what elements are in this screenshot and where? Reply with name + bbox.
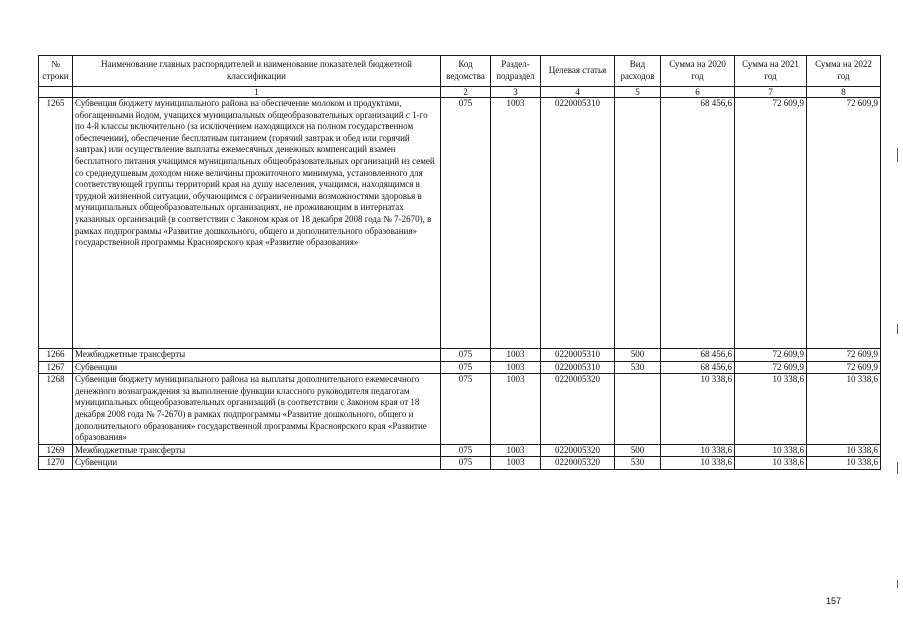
row-target-item: 0220005320 — [541, 374, 615, 445]
column-number: 7 — [735, 87, 807, 98]
column-numbers-row — [39, 87, 881, 98]
row-section: 1003 — [491, 374, 541, 445]
row-section: 1003 — [491, 444, 541, 457]
row-expense-type — [615, 374, 661, 445]
row-expense-type: 530 — [615, 361, 661, 374]
row-dept-code: 075 — [441, 361, 491, 374]
scan-edge-mark — [897, 580, 898, 588]
row-name: Межбюджетные трансферты — [73, 349, 441, 362]
row-sum-2020: 10 338,6 — [661, 374, 735, 445]
row-section: 1003 — [491, 457, 541, 470]
row-target-item: 0220005310 — [541, 349, 615, 362]
row-section: 1003 — [491, 349, 541, 362]
table-row — [39, 98, 881, 349]
row-sum-2021: 10 338,6 — [735, 444, 807, 457]
table-row — [39, 457, 881, 470]
header-row-number: № строки — [39, 56, 73, 87]
row-expense-type: 500 — [615, 444, 661, 457]
row-sum-2022: 10 338,6 — [807, 457, 881, 470]
row-number: 1268 — [39, 374, 73, 445]
row-name: Субвенция бюджету муниципального района на обеспечение молоком и продуктами, обогащенными йодом, учащихся муниципальных общеобразовательных организаций с 1-го по 4-й классы включительно (за исключением находящихся на полном государственном обеспечении), обеспечение бесплатным питанием (горячий завтрак и обед или горячий завтрак) или осуществление выплаты ежемесячных денежных компенсаций взамен бесплатного питания учащимся муниципальных общеобразовательных организаций из семей со среднедушевым доходом ниже величины прожиточного минимума, установленного для соответствующей группы территорий края на душу населения, учащимся, находящимся в трудной жизненной ситуации, обучающимся с ограниченными возможностями здоровья в муниципальных общеобразовательных организациях, не проживающим в интернатах указанных организаций (в соответствии с Законом края от 18 декабря 2008 года № 7-2670), в рамках подпрограммы «Развитие дошкольного, общего и дополнительного образования» государственной программы Красноярского края «Развитие образования» — [73, 98, 441, 349]
row-sum-2022: 10 338,6 — [807, 374, 881, 445]
row-sum-2021: 72 609,9 — [735, 98, 807, 349]
row-sum-2022: 72 609,9 — [807, 349, 881, 362]
column-number: 6 — [661, 87, 735, 98]
column-number: 2 — [441, 87, 491, 98]
row-number: 1267 — [39, 361, 73, 374]
header-sum-2020: Сумма на 2020 год — [661, 56, 735, 87]
header-dept-code: Код ведомства — [441, 56, 491, 87]
scan-edge-mark — [897, 148, 898, 162]
column-number — [39, 87, 73, 98]
scan-edge-mark — [897, 324, 898, 334]
page-number: 157 — [826, 596, 842, 606]
scan-edge-mark — [897, 462, 898, 474]
row-expense-type: 530 — [615, 457, 661, 470]
row-sum-2020: 68 456,6 — [661, 361, 735, 374]
column-number: 8 — [807, 87, 881, 98]
row-sum-2021: 72 609,9 — [735, 349, 807, 362]
row-dept-code: 075 — [441, 349, 491, 362]
row-name: Субвенции — [73, 457, 441, 470]
row-target-item: 0220005320 — [541, 457, 615, 470]
row-target-item: 0220005320 — [541, 444, 615, 457]
row-target-item: 0220005310 — [541, 361, 615, 374]
row-name: Межбюджетные трансферты — [73, 444, 441, 457]
row-section: 1003 — [491, 98, 541, 349]
row-name: Субвенция бюджету муниципального района на выплаты дополнительного ежемесячного денежного вознаграждения за выполнение функции классного руководителя педагогам муниципальных общеобразовательных организаций (в соответствии с Законом края от 18 декабря 2008 года № 7-2670) в рамках подпрограммы «Развитие дошкольного, общего и дополнительного образования» государственной программы Красноярского края «Развитие образования» — [73, 374, 441, 445]
row-dept-code: 075 — [441, 374, 491, 445]
row-expense-type: 500 — [615, 349, 661, 362]
row-sum-2020: 68 456,6 — [661, 349, 735, 362]
header-sum-2022: Сумма на 2022 год — [807, 56, 881, 87]
row-dept-code: 075 — [441, 98, 491, 349]
budget-table — [38, 55, 881, 470]
header-target-item: Целевая статья — [541, 56, 615, 87]
header-expense-type: Вид расходов — [615, 56, 661, 87]
table-row — [39, 349, 881, 362]
row-dept-code: 075 — [441, 457, 491, 470]
row-sum-2020: 68 456,6 — [661, 98, 735, 349]
row-sum-2022: 10 338,6 — [807, 444, 881, 457]
column-number: 1 — [73, 87, 441, 98]
table-row — [39, 444, 881, 457]
row-sum-2022: 72 609,9 — [807, 361, 881, 374]
header-name: Наименование главных распорядителей и наименование показателей бюджетной классификации — [73, 56, 441, 87]
table-row — [39, 361, 881, 374]
table-row — [39, 374, 881, 445]
row-name: Субвенции — [73, 361, 441, 374]
row-sum-2020: 10 338,6 — [661, 457, 735, 470]
row-sum-2021: 72 609,9 — [735, 361, 807, 374]
row-sum-2021: 10 338,6 — [735, 374, 807, 445]
row-section: 1003 — [491, 361, 541, 374]
row-number: 1269 — [39, 444, 73, 457]
column-number: 5 — [615, 87, 661, 98]
row-number: 1265 — [39, 98, 73, 349]
header-sum-2021: Сумма на 2021 год — [735, 56, 807, 87]
header-section: Раздел-подраздел — [491, 56, 541, 87]
row-dept-code: 075 — [441, 444, 491, 457]
row-number: 1270 — [39, 457, 73, 470]
column-number: 3 — [491, 87, 541, 98]
table-body — [39, 98, 881, 470]
row-sum-2022: 72 609,9 — [807, 98, 881, 349]
row-sum-2020: 10 338,6 — [661, 444, 735, 457]
column-number: 4 — [541, 87, 615, 98]
table-header — [39, 56, 881, 98]
row-number: 1266 — [39, 349, 73, 362]
row-target-item: 0220005310 — [541, 98, 615, 349]
row-sum-2021: 10 338,6 — [735, 457, 807, 470]
row-expense-type — [615, 98, 661, 349]
